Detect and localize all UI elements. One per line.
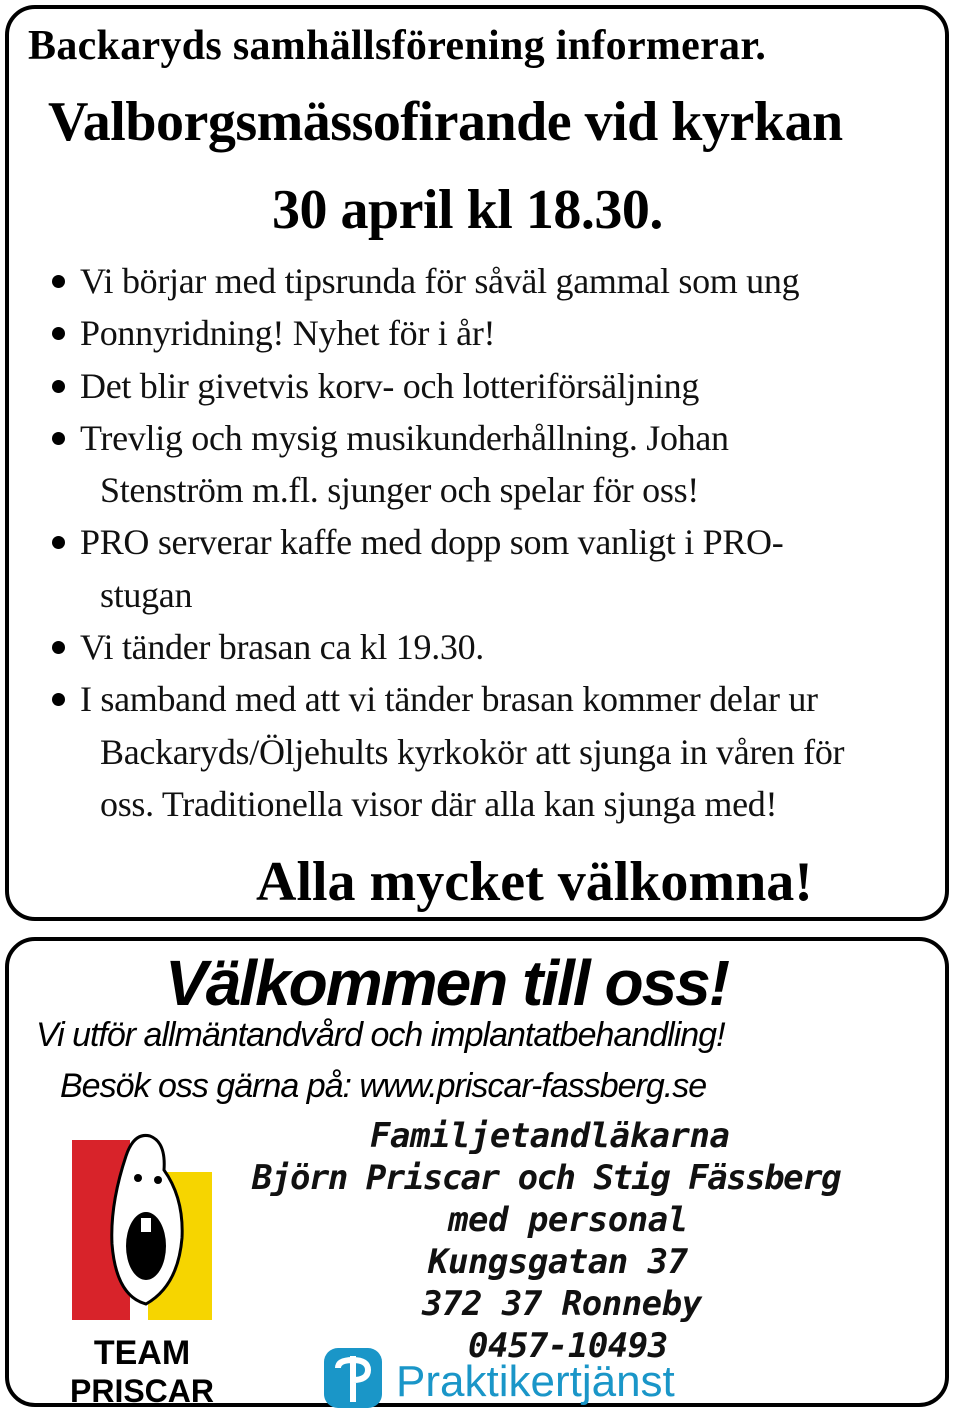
notice-header: Backaryds samhällsförening informerar. bbox=[28, 23, 767, 69]
list-item: Det blir givetvis korv- och lotteriförsäljning bbox=[44, 360, 944, 412]
logo-text-team: TEAM bbox=[93, 1334, 191, 1372]
list-item: PRO serverar kaffe med dopp som vanligt i PRO- bbox=[44, 516, 944, 568]
bullet-icon bbox=[52, 275, 65, 288]
bullet-icon bbox=[52, 693, 65, 706]
ad-headline: Välkommen till oss! bbox=[165, 947, 729, 1019]
list-item: Trevlig och mysig musikunderhållning. Johan bbox=[44, 412, 944, 464]
partner-name: Praktikertjänst bbox=[396, 1357, 675, 1406]
logo-eye-icon bbox=[154, 1176, 162, 1184]
logo-eye-icon bbox=[134, 1174, 142, 1182]
team-priscar-logo bbox=[68, 1126, 224, 1410]
list-item: Vi tänder brasan ca kl 19.30. bbox=[44, 621, 944, 673]
praktikertjanst-logo bbox=[322, 1346, 724, 1410]
street-address: Kungsgatan 37 bbox=[428, 1242, 688, 1282]
bullet-icon bbox=[52, 641, 65, 654]
bullet-icon bbox=[52, 327, 65, 340]
list-item: I samband med att vi tänder brasan kommer delar ur bbox=[44, 673, 944, 725]
list-item-continuation: Stenström m.fl. sjunger och spelar för oss! bbox=[100, 470, 699, 511]
bullet-list bbox=[44, 255, 944, 830]
ad-website: Besök oss gärna på: www.priscar-fassberg.se bbox=[60, 1067, 707, 1105]
bullet-icon bbox=[52, 380, 65, 393]
postal-address: 372 37 Ronneby bbox=[422, 1284, 702, 1324]
list-item-continuation: Backaryds/Öljehults kyrkokör att sjunga in våren för bbox=[100, 731, 845, 772]
list-item: Ponnyridning! Nyhet för i år! bbox=[44, 307, 944, 359]
list-item: Vi börjar med tipsrunda för såväl gammal som ung bbox=[44, 255, 944, 307]
dentist-names: Björn Priscar och Stig Fässberg bbox=[252, 1158, 841, 1198]
closing-greeting: Alla mycket välkomna! bbox=[256, 851, 813, 913]
logo-tooth-icon bbox=[141, 1218, 151, 1232]
logo-text-priscar: PRISCAR bbox=[69, 1373, 215, 1409]
phone-number: 0457-10493 bbox=[468, 1326, 668, 1366]
bullet-icon bbox=[52, 432, 65, 445]
staff-line: med personal bbox=[448, 1200, 688, 1240]
event-time: 30 april kl 18.30. bbox=[272, 179, 663, 241]
event-title: Valborgsmässofirande vid kyrkan bbox=[48, 91, 843, 153]
ad-services: Vi utför allmäntandvård och implantatbehandling! bbox=[36, 1016, 725, 1054]
bullet-icon bbox=[52, 536, 65, 549]
clinic-name: Familjetandläkarna bbox=[370, 1116, 730, 1156]
list-item-continuation: stugan bbox=[100, 574, 193, 615]
list-item-continuation: oss. Traditionella visor där alla kan sjunga med! bbox=[100, 783, 778, 824]
